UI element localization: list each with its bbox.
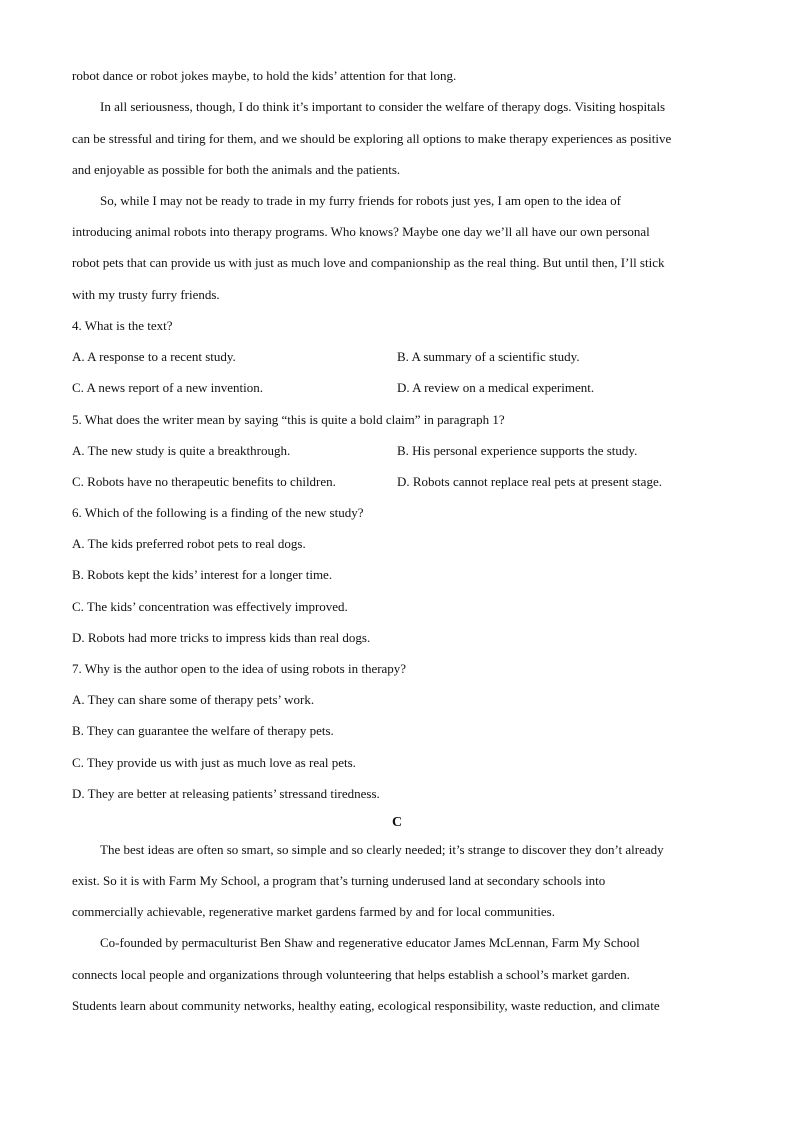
passage-line: In all seriousness, though, I do think it’s important to consider the welfare of therapy dogs. Visiting hospitals	[100, 99, 666, 114]
passage-line: The best ideas are often so smart, so simple and so clearly needed; it’s strange to discover they don’t already	[100, 842, 664, 857]
question-4-option-c: C. A news report of a new invention.	[72, 380, 263, 395]
question-7-option-a: A. They can share some of therapy pets’ work.	[72, 692, 315, 707]
passage-line: Co-founded by permaculturist Ben Shaw and regenerative educator James McLennan, Farm My School	[100, 935, 640, 950]
passage-line: commercially achievable, regenerative market gardens farmed by and for local communities.	[72, 904, 555, 919]
question-4-option-b: B. A summary of a scientific study.	[397, 349, 580, 364]
passage-line: exist. So it is with Farm My School, a program that’s turning underused land at secondary schools into	[72, 873, 606, 888]
passage-line: connects local people and organizations through volunteering that helps establish a school’s market garden.	[72, 967, 630, 982]
question-6-option-a: A. The kids preferred robot pets to real dogs.	[72, 536, 306, 551]
question-6-option-d: D. Robots had more tricks to impress kids than real dogs.	[72, 630, 371, 645]
passage-line: with my trusty furry friends.	[72, 287, 220, 302]
question-4-stem: 4. What is the text?	[72, 318, 173, 333]
passage-line: So, while I may not be ready to trade in my furry friends for robots just yes, I am open to the idea of	[100, 193, 621, 208]
question-6-option-b: B. Robots kept the kids’ interest for a longer time.	[72, 567, 333, 582]
passage-line: robot pets that can provide us with just as much love and companionship as the real thing. But until then, I’ll stick	[72, 255, 665, 270]
question-7-option-c: C. They provide us with just as much love as real pets.	[72, 755, 356, 770]
question-5-option-c: C. Robots have no therapeutic benefits to children.	[72, 474, 336, 489]
question-4-option-d: D. A review on a medical experiment.	[397, 380, 595, 395]
question-6-stem: 6. Which of the following is a finding of the new study?	[72, 505, 364, 520]
question-7-stem: 7. Why is the author open to the idea of using robots in therapy?	[72, 661, 407, 676]
passage-line: can be stressful and tiring for them, and we should be exploring all options to make therapy experiences as positive	[72, 131, 672, 146]
passage-line: Students learn about community networks, healthy eating, ecological responsibility, waste reduction, and climate	[72, 998, 660, 1013]
passage-line: robot dance or robot jokes maybe, to hold the kids’ attention for that long.	[72, 68, 457, 83]
question-4-option-a: A. A response to a recent study.	[72, 349, 236, 364]
question-5-option-a: A. The new study is quite a breakthrough.	[72, 443, 291, 458]
question-6-option-c: C. The kids’ concentration was effectively improved.	[72, 599, 348, 614]
question-7-option-b: B. They can guarantee the welfare of therapy pets.	[72, 723, 334, 738]
section-heading-c: C	[391, 815, 403, 830]
question-5-stem: 5. What does the writer mean by saying “this is quite a bold claim” in paragraph 1?	[72, 412, 505, 427]
question-7-option-d: D. They are better at releasing patients’ stressand tiredness.	[72, 786, 380, 801]
question-5-option-d: D. Robots cannot replace real pets at present stage.	[397, 474, 662, 489]
passage-line: and enjoyable as possible for both the animals and the patients.	[72, 162, 401, 177]
passage-line: introducing animal robots into therapy programs. Who knows? Maybe one day we’ll all have our own personal	[72, 224, 650, 239]
question-5-option-b: B. His personal experience supports the study.	[397, 443, 638, 458]
